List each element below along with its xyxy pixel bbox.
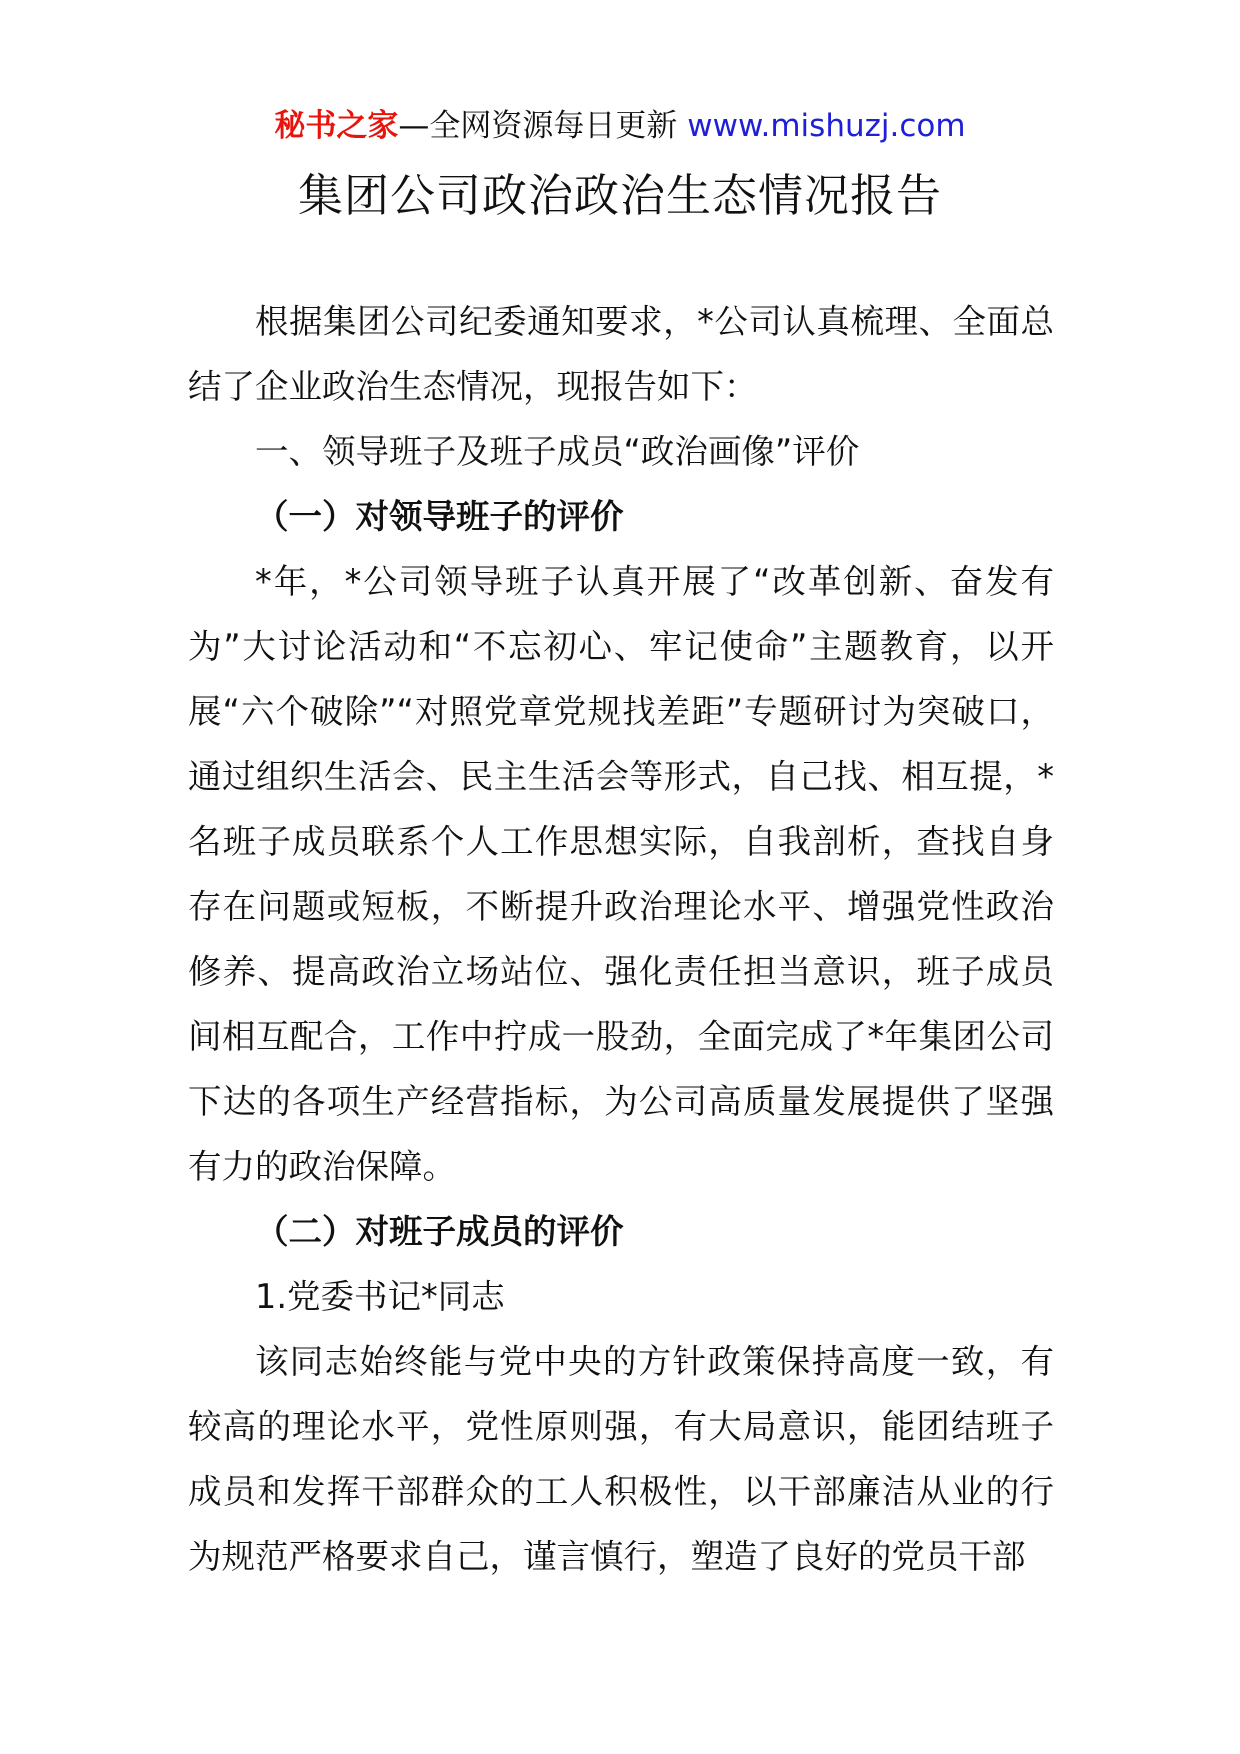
member-evaluation-paragraph: 该同志始终能与党中央的方针政策保持高度一致，有较高的理论水平，党性原则强，有大局意识，能团结班子成员和发挥干部群众的工人积极性，以干部廉洁从业的行为规范严格要求自己，谨言慎行，塑造了良好的党员干部 [188,1342,1054,1576]
site-url-link[interactable]: www.mishuzj.com [687,108,966,144]
subsection-heading-1: （一）对领导班子的评价 [255,497,624,536]
document-body [188,289,1054,1589]
leadership-evaluation-paragraph: *年，*公司领导班子认真开展了“改革创新、奋发有为”大讨论活动和“不忘初心、牢记使命”主题教育，以开展“六个破除”“对照党章党规找差距”专题研讨为突破口，通过组织生活会、民主生活会等形式，自己找、相互提，*名班子成员联系个人工作思想实际，自我剖析，查找自身存在问题或短板，不断提升政治理论水平、增强党性政治修养、提高政治立场站位、强化责任担当意识，班子成员间相互配合，工作中拧成一股劲，全面完成了*年集团公司下达的各项生产经营指标，为公司高质量发展提供了坚强有力的政治保障。 [188,562,1054,1186]
member-heading-1: 1.党委书记*同志 [255,1277,505,1316]
brand-name: 秘书之家 [274,108,399,144]
intro-paragraph: 根据集团公司纪委通知要求，*公司认真梳理、全面总结了企业政治生态情况，现报告如下： [188,302,1054,406]
header-tagline: —全网资源每日更新 [398,108,688,144]
section-heading-1: 一、领导班子及班子成员“政治画像”评价 [255,432,860,471]
document-title: 集团公司政治政治生态情况报告 [297,169,942,222]
subsection-heading-2: （二）对班子成员的评价 [255,1212,624,1251]
site-header [0,104,1240,148]
